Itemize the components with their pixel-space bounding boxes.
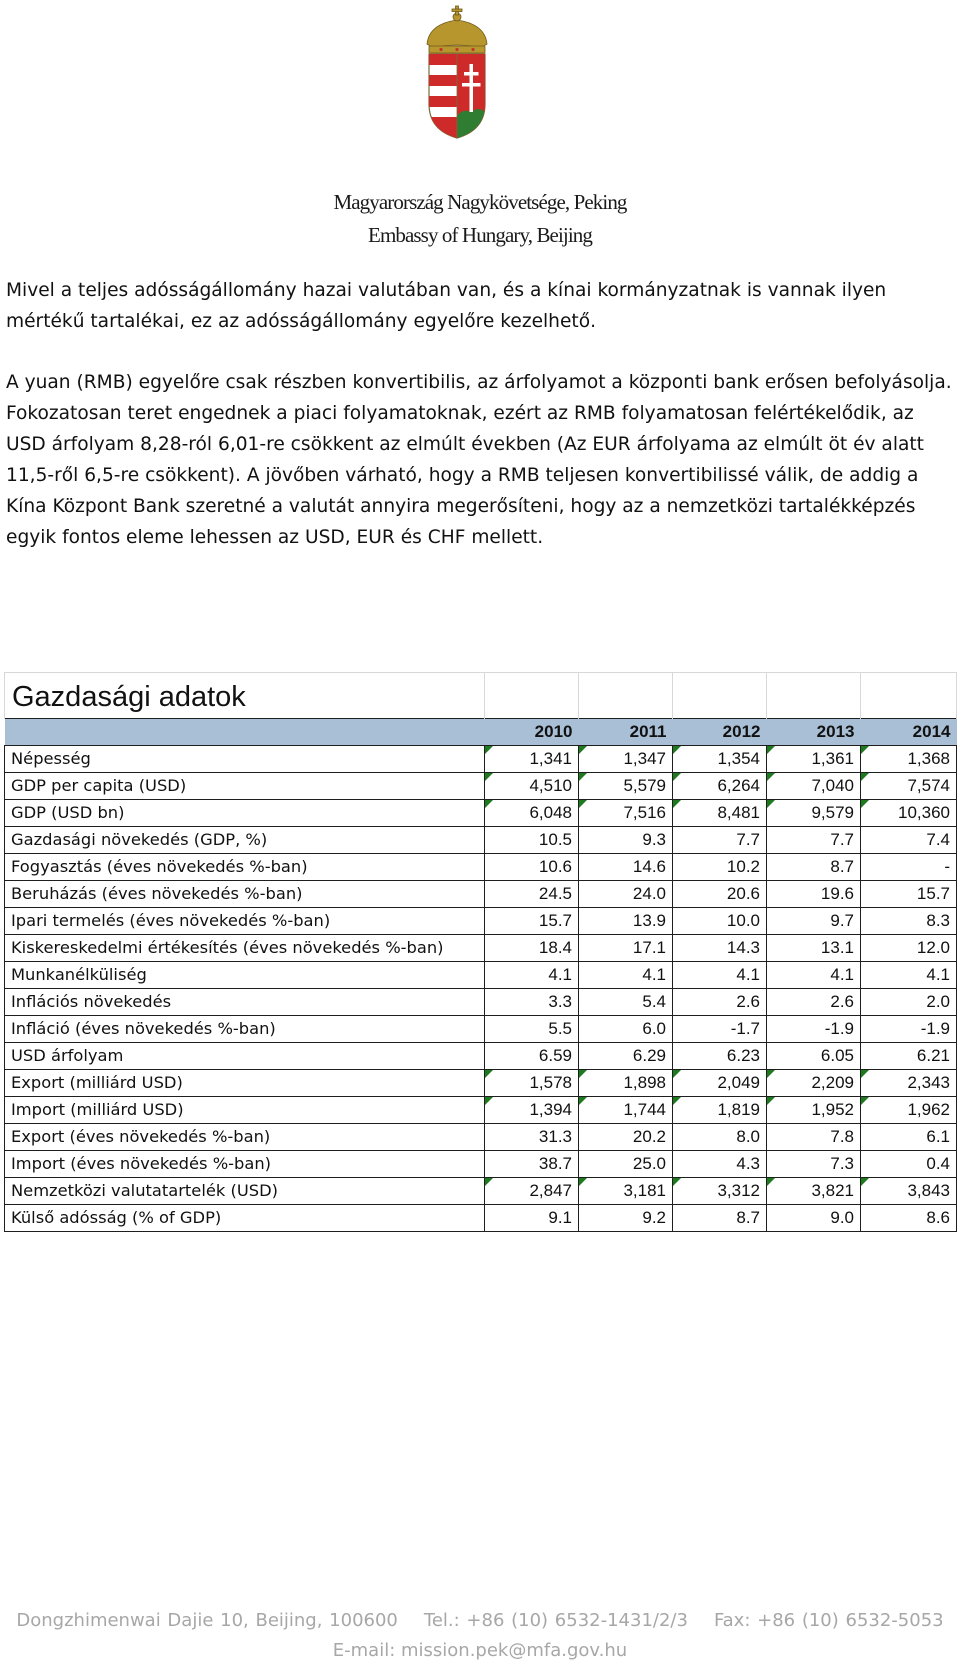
table-row — [5, 746, 957, 773]
value-cell: 14.6 — [579, 854, 673, 881]
value-cell: 4,510 — [485, 773, 579, 800]
value-cell: 4.1 — [485, 962, 579, 989]
footer-tel: Tel.: +86 (10) 6532-1431/2/3 — [423, 1610, 688, 1631]
value-cell: 7.7 — [673, 827, 767, 854]
value-cell: 8.7 — [673, 1205, 767, 1232]
value-cell: 1,898 — [579, 1070, 673, 1097]
value-cell: 1,347 — [579, 746, 673, 773]
value-cell: 6.05 — [767, 1043, 861, 1070]
value-cell: 4.1 — [579, 962, 673, 989]
value-cell: -1.7 — [673, 1016, 767, 1043]
value-cell: 1,354 — [673, 746, 767, 773]
value-cell: 1,744 — [579, 1097, 673, 1124]
value-cell: 8.0 — [673, 1124, 767, 1151]
value-cell: -1.9 — [767, 1016, 861, 1043]
table-row — [5, 827, 957, 854]
year-header: 2010 — [485, 719, 579, 746]
table-row — [5, 935, 957, 962]
row-label: Népesség — [5, 746, 485, 773]
row-label: Inflációs növekedés — [5, 989, 485, 1016]
value-cell: 7.8 — [767, 1124, 861, 1151]
value-cell: -1.9 — [861, 1016, 957, 1043]
value-cell: 5,579 — [579, 773, 673, 800]
row-label: Gazdasági növekedés (GDP, %) — [5, 827, 485, 854]
row-label: Fogyasztás (éves növekedés %-ban) — [5, 854, 485, 881]
table-row — [5, 773, 957, 800]
table-row — [5, 1043, 957, 1070]
row-label: Kiskereskedelmi értékesítés (éves növekedés %-ban) — [5, 935, 485, 962]
value-cell: 4.1 — [861, 962, 957, 989]
paragraph-yuan: A yuan (RMB) egyelőre csak részben konvertibilis, az árfolyamot a központi bank erősen befolyásolja. Fokozatosan teret engednek a piaci folyamatoknak, ezért az RMB folyamatosan felértékelődik, az USD árfolyam 8,28-ról 6,01-re csökkent az elmúlt években (Az EUR árfolyama az elmúlt öt év alatt 11,5-ről 6,5-re csökkent). A jövőben várható, hogy a RMB teljesen konvertibilissé válik, de addig a Kína Központ Bank szeretné a valutát annyira megerősíteni, hogy az a nemzetközi tartalékképzés egyik fontos eleme lehessen az USD, EUR és CHF mellett. — [6, 372, 952, 548]
value-cell: 0.4 — [861, 1151, 957, 1178]
row-label: GDP per capita (USD) — [5, 773, 485, 800]
value-cell: 10.0 — [673, 908, 767, 935]
value-cell: 20.6 — [673, 881, 767, 908]
year-header: 2014 — [861, 719, 957, 746]
row-label: USD árfolyam — [5, 1043, 485, 1070]
table-header-row — [5, 719, 957, 746]
value-cell: 2.0 — [861, 989, 957, 1016]
row-label: Beruházás (éves növekedés %-ban) — [5, 881, 485, 908]
value-cell: 2,847 — [485, 1178, 579, 1205]
row-label: Export (milliárd USD) — [5, 1070, 485, 1097]
value-cell: 6.1 — [861, 1124, 957, 1151]
value-cell: 7,574 — [861, 773, 957, 800]
value-cell: 1,962 — [861, 1097, 957, 1124]
value-cell: 6.29 — [579, 1043, 673, 1070]
value-cell: 6,264 — [673, 773, 767, 800]
value-cell: 2.6 — [673, 989, 767, 1016]
value-cell: 12.0 — [861, 935, 957, 962]
value-cell: 7.3 — [767, 1151, 861, 1178]
row-label: Nemzetközi valutatartelék (USD) — [5, 1178, 485, 1205]
value-cell: 24.5 — [485, 881, 579, 908]
economic-data-table — [4, 672, 957, 1232]
footer-address: Dongzhimenwai Dajie 10, Beijing, 100600 — [16, 1610, 398, 1631]
year-header: 2011 — [579, 719, 673, 746]
table-row — [5, 908, 957, 935]
value-cell: 6,048 — [485, 800, 579, 827]
table-row — [5, 800, 957, 827]
value-cell: 13.9 — [579, 908, 673, 935]
value-cell: 9.2 — [579, 1205, 673, 1232]
value-cell: 6.59 — [485, 1043, 579, 1070]
value-cell: 7.7 — [767, 827, 861, 854]
value-cell: 10,360 — [861, 800, 957, 827]
value-cell: 2,049 — [673, 1070, 767, 1097]
value-cell: 15.7 — [485, 908, 579, 935]
row-label: Import (milliárd USD) — [5, 1097, 485, 1124]
value-cell: 9.0 — [767, 1205, 861, 1232]
value-cell: 10.2 — [673, 854, 767, 881]
footer-email[interactable]: E-mail: mission.pek@mfa.gov.hu — [332, 1640, 628, 1661]
value-cell: 15.7 — [861, 881, 957, 908]
value-cell: 2.6 — [767, 989, 861, 1016]
table-row — [5, 1097, 957, 1124]
value-cell: 19.6 — [767, 881, 861, 908]
value-cell: 10.5 — [485, 827, 579, 854]
value-cell: 4.3 — [673, 1151, 767, 1178]
row-label: Munkanélküliség — [5, 962, 485, 989]
table-row — [5, 854, 957, 881]
embassy-name-hungarian: Magyarország Nagykövetsége, Peking — [333, 190, 627, 214]
value-cell: 9.7 — [767, 908, 861, 935]
value-cell: 31.3 — [485, 1124, 579, 1151]
value-cell: 3,181 — [579, 1178, 673, 1205]
value-cell: 7,516 — [579, 800, 673, 827]
hungarian-coat-of-arms-icon — [415, 4, 499, 144]
embassy-name-english: Embassy of Hungary, Beijing — [368, 223, 592, 247]
table-row — [5, 962, 957, 989]
value-cell: 6.23 — [673, 1043, 767, 1070]
row-label: GDP (USD bn) — [5, 800, 485, 827]
year-header: 2013 — [767, 719, 861, 746]
year-header: 2012 — [673, 719, 767, 746]
value-cell: 18.4 — [485, 935, 579, 962]
value-cell: 25.0 — [579, 1151, 673, 1178]
table-row — [5, 881, 957, 908]
value-cell: 3,821 — [767, 1178, 861, 1205]
table-row — [5, 1151, 957, 1178]
value-cell: 24.0 — [579, 881, 673, 908]
table-title-row — [5, 673, 957, 719]
value-cell: 1,578 — [485, 1070, 579, 1097]
table-row — [5, 989, 957, 1016]
value-cell: 7,040 — [767, 773, 861, 800]
table-title: Gazdasági adatok — [5, 673, 485, 719]
value-cell: 1,952 — [767, 1097, 861, 1124]
value-cell: 13.1 — [767, 935, 861, 962]
value-cell: 6.21 — [861, 1043, 957, 1070]
row-label: Import (éves növekedés %-ban) — [5, 1151, 485, 1178]
value-cell: 10.6 — [485, 854, 579, 881]
value-cell: 2,343 — [861, 1070, 957, 1097]
value-cell: 1,394 — [485, 1097, 579, 1124]
value-cell: 9,579 — [767, 800, 861, 827]
value-cell: 2,209 — [767, 1070, 861, 1097]
footer-contact-line — [0, 1610, 960, 1631]
table-row — [5, 1016, 957, 1043]
paragraph-debt: Mivel a teljes adósságállomány hazai valutában van, és a kínai kormányzatnak is vannak ilyen mértékű tartalékai, ez az adósságállomány egyelőre kezelhető. — [6, 280, 887, 332]
value-cell: 4.1 — [767, 962, 861, 989]
row-label: Külső adósság (% of GDP) — [5, 1205, 485, 1232]
value-cell: 9.1 — [485, 1205, 579, 1232]
value-cell: 8.7 — [767, 854, 861, 881]
value-cell: 3.3 — [485, 989, 579, 1016]
value-cell: 5.5 — [485, 1016, 579, 1043]
value-cell: 7.4 — [861, 827, 957, 854]
value-cell: 1,341 — [485, 746, 579, 773]
value-cell: 20.2 — [579, 1124, 673, 1151]
table-row — [5, 1205, 957, 1232]
value-cell: 3,843 — [861, 1178, 957, 1205]
table-row — [5, 1178, 957, 1205]
value-cell: 17.1 — [579, 935, 673, 962]
row-label: Ipari termelés (éves növekedés %-ban) — [5, 908, 485, 935]
table-row — [5, 1124, 957, 1151]
value-cell: 8.3 — [861, 908, 957, 935]
value-cell: 8.6 — [861, 1205, 957, 1232]
value-cell: 9.3 — [579, 827, 673, 854]
row-label: Export (éves növekedés %-ban) — [5, 1124, 485, 1151]
value-cell: - — [861, 854, 957, 881]
value-cell: 38.7 — [485, 1151, 579, 1178]
table-row — [5, 1070, 957, 1097]
value-cell: 1,368 — [861, 746, 957, 773]
value-cell: 8,481 — [673, 800, 767, 827]
value-cell: 4.1 — [673, 962, 767, 989]
value-cell: 5.4 — [579, 989, 673, 1016]
value-cell: 14.3 — [673, 935, 767, 962]
value-cell: 6.0 — [579, 1016, 673, 1043]
value-cell: 3,312 — [673, 1178, 767, 1205]
value-cell: 1,819 — [673, 1097, 767, 1124]
row-label: Infláció (éves növekedés %-ban) — [5, 1016, 485, 1043]
value-cell: 1,361 — [767, 746, 861, 773]
footer-fax: Fax: +86 (10) 6532-5053 — [713, 1610, 944, 1631]
